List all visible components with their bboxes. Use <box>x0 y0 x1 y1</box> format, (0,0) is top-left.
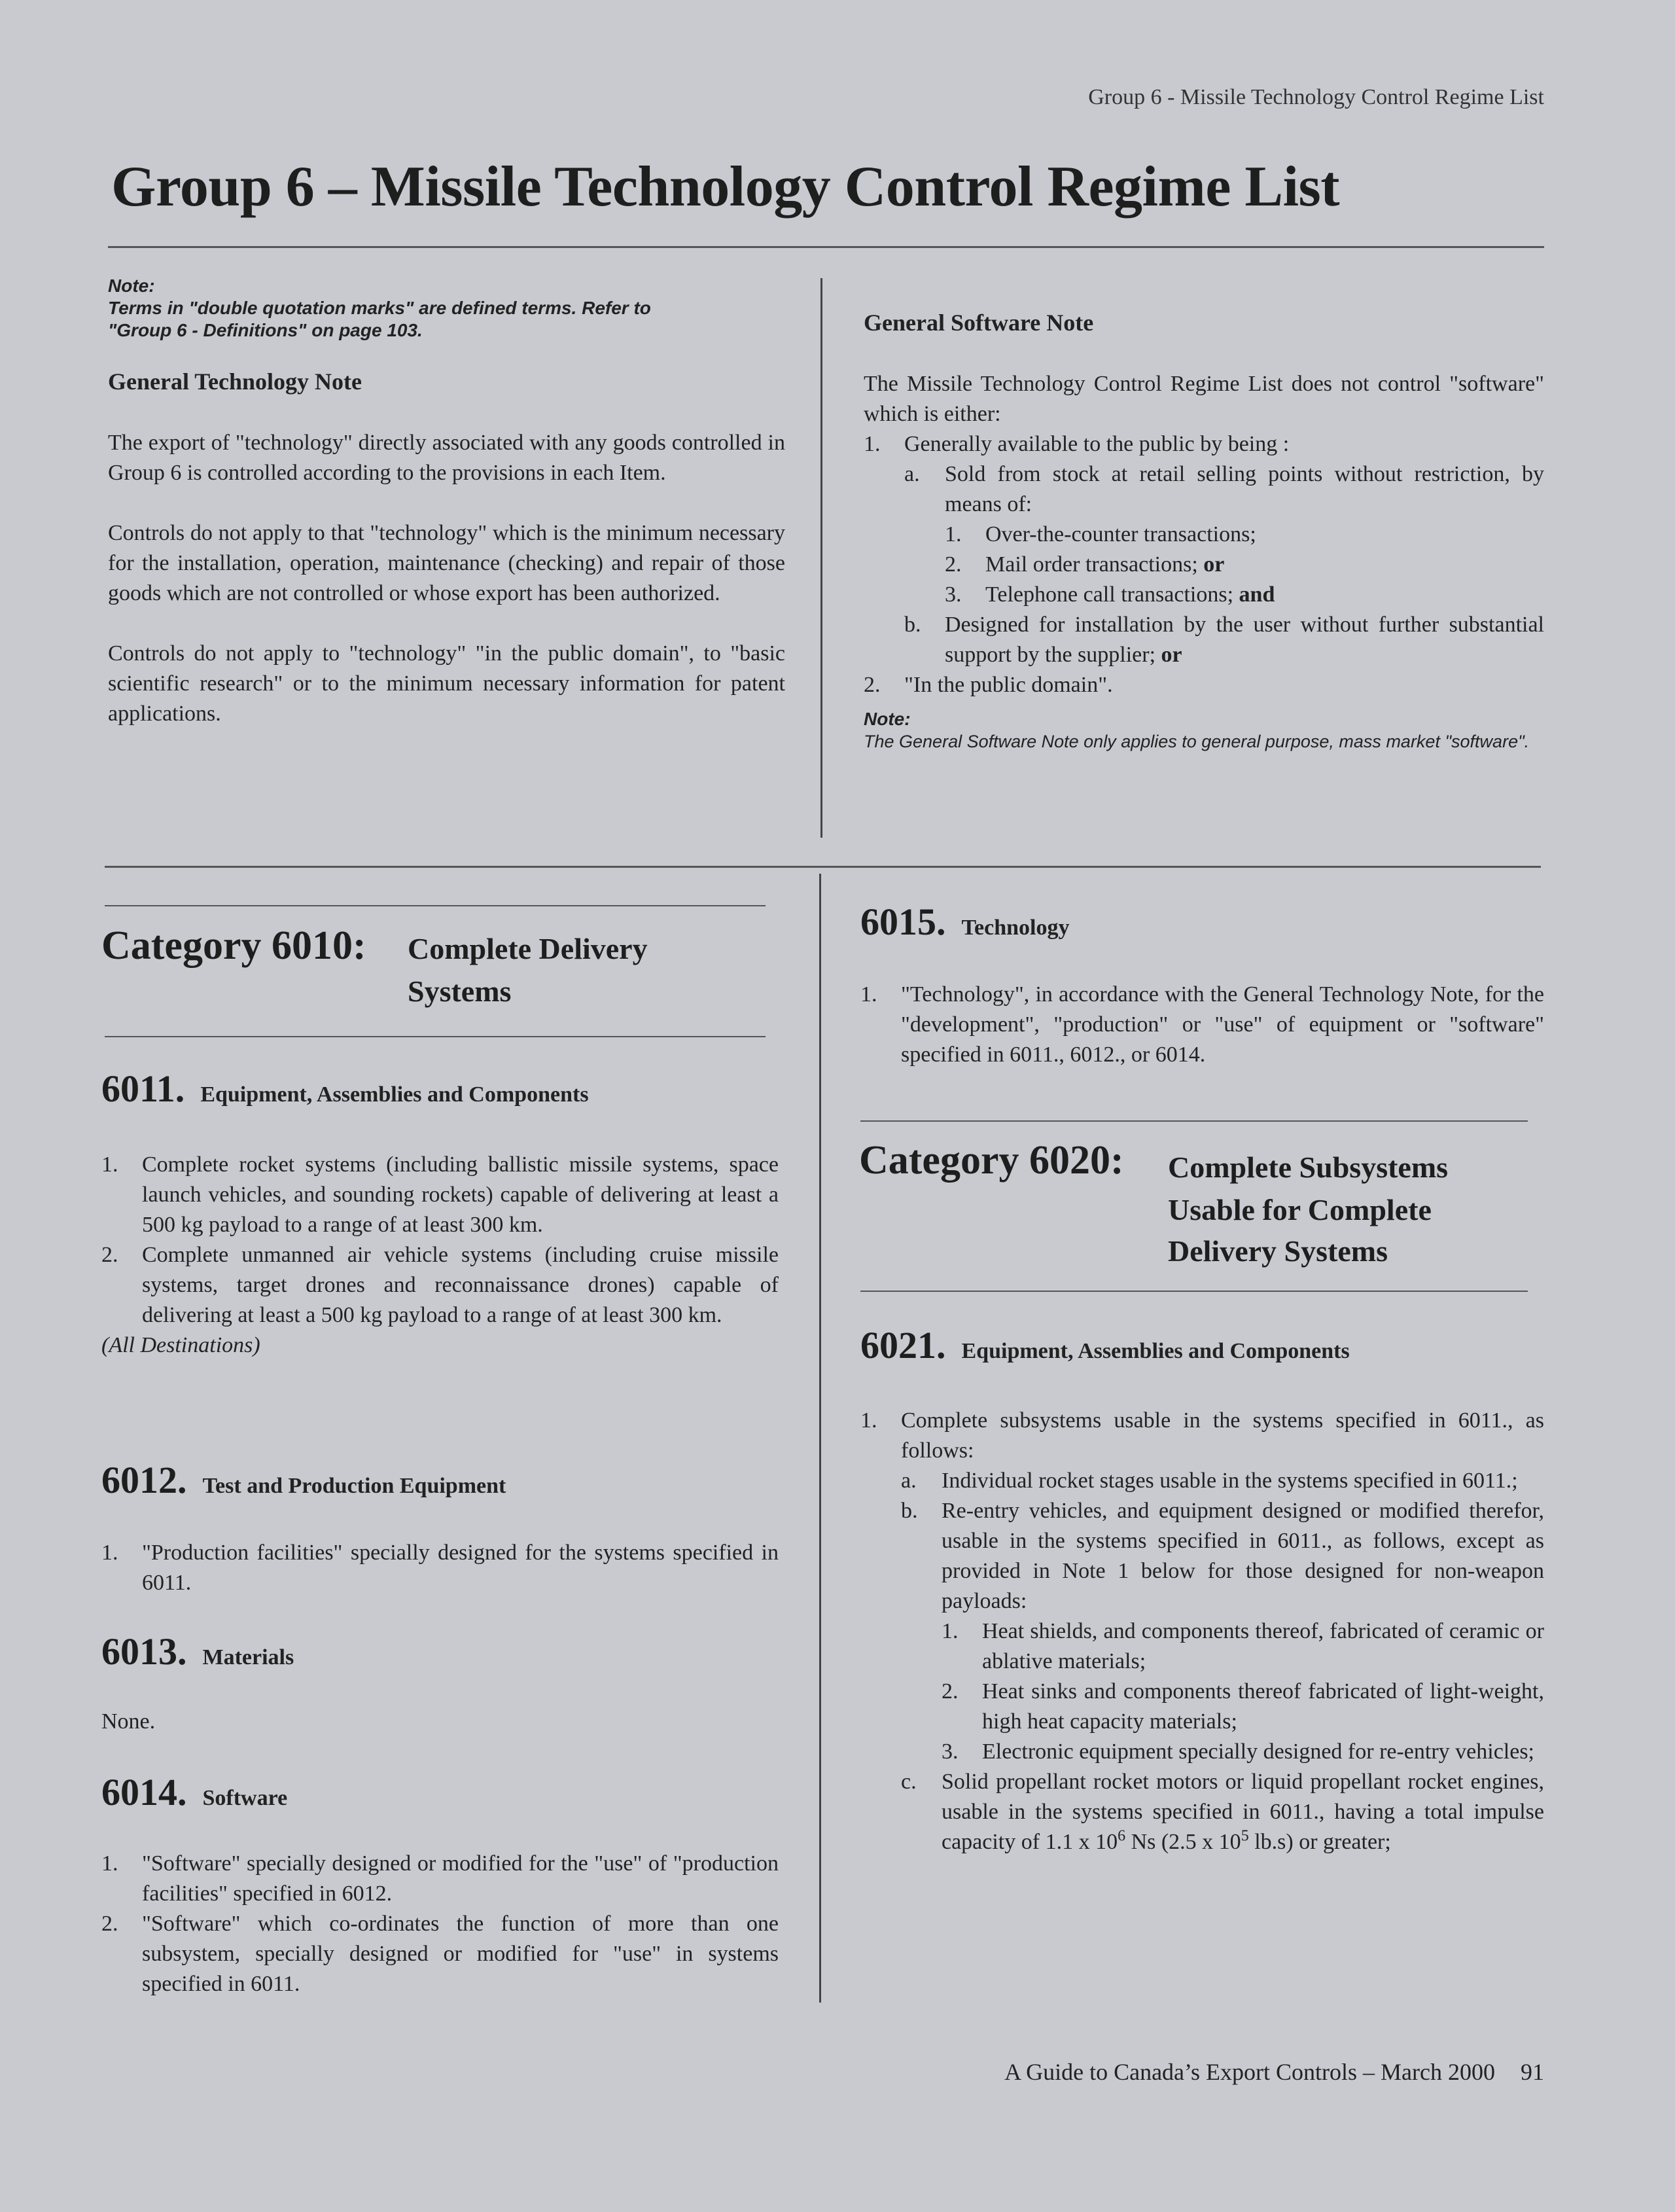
list-item: b. Designed for installation by the user without further substantial support by the supplier; or <box>904 613 1544 667</box>
software-note-intro: The Missile Technology Control Regime List does not control "software" which is either: <box>864 372 1544 426</box>
section-6013-text: None. <box>101 1709 156 1734</box>
list-item: 2. "In the public domain". <box>864 673 1113 697</box>
category-rule-bottom <box>105 1036 766 1037</box>
category-6020-subtitle: Usable for Complete <box>1168 1193 1432 1226</box>
bottom-column-divider <box>819 874 821 2003</box>
technology-note-paragraph: The export of "technology" directly associated with any goods controlled in Group 6 is controlled according to the provisions in each Item. <box>108 431 785 485</box>
section-6015-list <box>860 980 1544 1070</box>
category-6020-subtitle: Complete Subsystems <box>1168 1151 1449 1184</box>
category-rule-bottom <box>860 1291 1528 1292</box>
category-rule-top <box>860 1120 1528 1122</box>
section-6012-list <box>101 1538 779 1598</box>
list-item: 3. Telephone call transactions; and <box>945 582 1275 607</box>
section-6015-heading: 6015. Technology <box>860 901 1070 943</box>
list-item: 1. "Production facilities" specially designed for the systems specified in 6011. <box>101 1541 779 1595</box>
section-rule <box>105 866 1541 868</box>
category-6020-subtitle: Delivery Systems <box>1168 1234 1388 1268</box>
list-item: 1. "Software" specially designed or modified for the "use" of "production facilities" specified in 6012. <box>101 1851 779 1906</box>
technology-note-paragraph: Controls do not apply to that "technology" which is the minimum necessary for the installation, operation, maintenance (checking) and repair of those goods which are not controlled or whose export has been authorized. <box>108 521 785 605</box>
category-6010-subtitle: Systems <box>408 974 512 1008</box>
category-rule-top <box>105 905 766 906</box>
software-note-label: Note: <box>864 709 911 729</box>
list-item: 2. Complete unmanned air vehicle systems (including cruise missile systems, target drones and reconnaissance drones) capable of delivering at least a 500 kg payload to a range of at least 300 km. <box>101 1243 779 1327</box>
section-6014-list <box>101 1849 779 1999</box>
list-item: 2. Mail order transactions; or <box>945 552 1225 577</box>
section-6014-heading: 6014. Software <box>101 1771 288 1813</box>
top-column-divider <box>820 278 822 838</box>
software-note-text: The General Software Note only applies to general purpose, mass market "software". <box>864 732 1530 751</box>
list-item: b. Re-entry vehicles, and equipment designed or modified therefor, usable in the systems specified in 6011., as follows, except as provided in Note 1 below for those designed for non-weapon payloads: <box>901 1499 1544 1613</box>
technology-note-heading: General Technology Note <box>108 368 362 395</box>
list-item: 1. Generally available to the public by being : <box>864 432 1290 456</box>
category-6010-title: Category 6010: <box>101 923 366 968</box>
list-item: 3. Electronic equipment specially designed for re-entry vehicles; <box>942 1739 1535 1764</box>
destinations-note: (All Destinations) <box>101 1333 260 1357</box>
running-header: Group 6 - Missile Technology Control Regime List <box>1088 85 1544 109</box>
note-label: Note: <box>108 276 155 296</box>
footer-text: A Guide to Canada’s Export Controls – March 2000 <box>1004 2059 1495 2085</box>
section-6021-heading: 6021. Equipment, Assemblies and Components <box>860 1324 1350 1366</box>
list-item: 1. Complete rocket systems (including ballistic missile systems, space launch vehicles, and sounding rockets) capable of delivering at least a 500 kg payload to a range of at least 300 km. <box>101 1152 779 1237</box>
list-item: 1. Over-the-counter transactions; <box>945 522 1256 546</box>
category-6020-title: Category 6020: <box>859 1138 1124 1183</box>
technology-note-paragraph: Controls do not apply to "technology" "in the public domain", to "basic scientific research" or to the minimum necessary information for patent applications. <box>108 641 785 726</box>
left-top-column <box>108 275 785 729</box>
list-item: 2. "Software" which co-ordinates the function of more than one subsystem, specially designed or modified for "use" in systems specified in 6011. <box>101 1912 779 1996</box>
list-item: c. Solid propellant rocket motors or liquid propellant rocket engines, usable in the systems specified in 6011., having a total impulse capacity of 1.1 x $10^6$ Ns (2.5 x $10^5$ lb.s) or greater; <box>901 1770 1544 1854</box>
list-item: 1. Complete subsystems usable in the systems specified in 6011., as follows: <box>860 1408 1544 1463</box>
list-item: 1. "Technology", in accordance with the General Technology Note, for the "development", "production" or "use" of equipment or "software" specified in 6011., 6012., or 6014. <box>860 982 1544 1067</box>
page-title: Group 6 – Missile Technology Control Regime List <box>111 155 1340 219</box>
list-item: 2. Heat sinks and components thereof fabricated of light-weight, high heat capacity materials; <box>942 1679 1544 1734</box>
section-6021-list <box>860 1406 1544 1857</box>
software-note-heading: General Software Note <box>864 310 1094 336</box>
section-6011-heading: 6011. Equipment, Assemblies and Components <box>101 1067 589 1110</box>
page-footer <box>1004 2058 1544 2086</box>
section-6013-heading: 6013. Materials <box>101 1630 294 1673</box>
title-rule <box>108 246 1544 248</box>
list-item: 1. Heat shields, and components thereof, fabricated of ceramic or ablative materials; <box>942 1619 1544 1673</box>
page-number: 91 <box>1521 2059 1544 2085</box>
section-6011-list <box>101 1150 779 1361</box>
list-item: a. Individual rocket stages usable in the systems specified in 6011.; <box>901 1469 1518 1493</box>
category-6010-subtitle: Complete Delivery <box>408 932 648 965</box>
note-text: Terms in "double quotation marks" are defined terms. Refer to "Group 6 - Definitions" on page 103. <box>108 298 651 340</box>
section-6012-heading: 6012. Test and Production Equipment <box>101 1459 506 1501</box>
list-item: a. Sold from stock at retail selling points without restriction, by means of: <box>904 462 1544 516</box>
right-top-column <box>864 308 1544 753</box>
